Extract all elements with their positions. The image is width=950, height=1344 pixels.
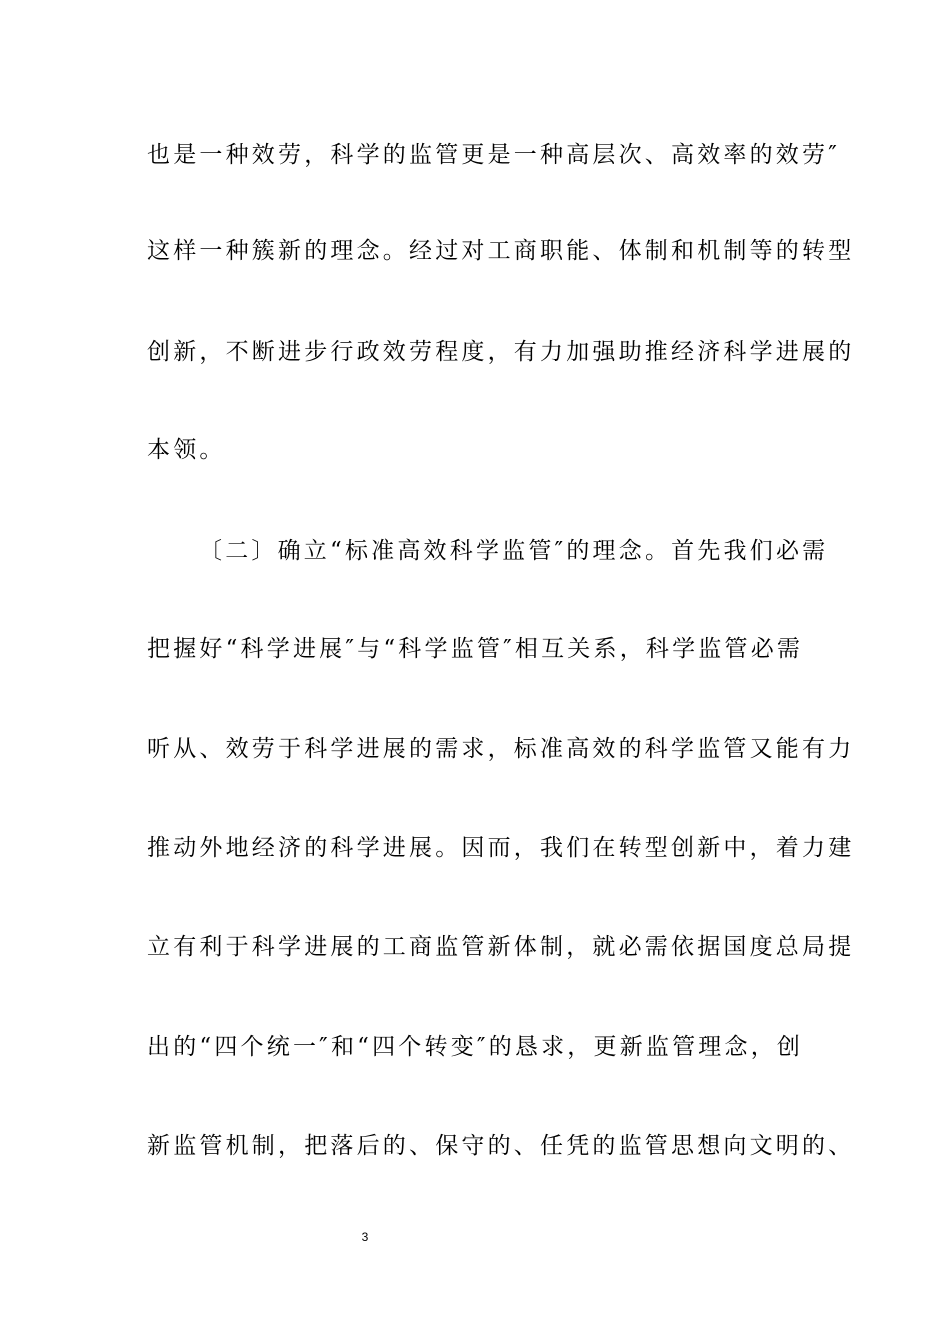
body-text-line: 新监管机制，把落后的、保守的、任凭的监管思想向文明的、 [147,1133,855,1159]
body-text-line: 推动外地经济的科学进展。因而，我们在转型创新中，着力建 [147,835,855,861]
body-text-line: 听从、效劳于科学进展的需求，标准高效的科学监管又能有力 [147,736,855,762]
body-text-line: 立有利于科学进展的工商监管新体制，就必需依据国度总局提 [147,934,855,960]
paragraph-first-line: 〔二〕确立“标准高效科学监管″的理念。首先我们必需 [199,538,829,564]
body-text-line: 也是一种效劳，科学的监管更是一种高层次、高效率的效劳″ [147,142,840,168]
body-text-line: 创新，不断进步行政效劳程度，有力加强助推经济科学进展的 [147,339,855,365]
body-text-line: 本领。 [147,437,226,463]
page-number: 3 [361,1230,369,1244]
body-text-line: 把握好“科学进展″与“科学监管″相互关系，科学监管必需 [147,636,804,662]
body-text-line: 出的“四个统一″和“四个转变″的恳求，更新监管理念，创 [147,1034,804,1060]
body-text-line: 这样一种簇新的理念。经过对工商职能、体制和机制等的转型 [147,238,855,264]
